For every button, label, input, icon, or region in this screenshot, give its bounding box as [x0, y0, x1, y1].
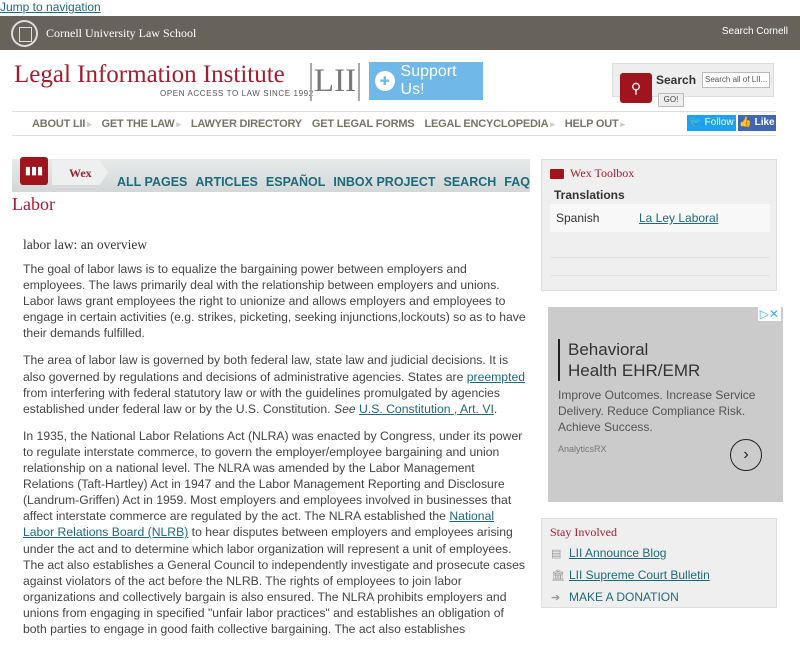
lii-logo[interactable]: Legal Information Institute [14, 61, 285, 88]
ad-headline: Behavioral [568, 340, 649, 359]
language-label: Spanish [556, 211, 600, 225]
main-nav [12, 111, 776, 136]
paragraph [23, 352, 528, 416]
nav-item[interactable] [191, 118, 302, 130]
nav-label: GET THE LAW [101, 117, 175, 130]
announce-blog-link[interactable]: LII Announce Blog [569, 546, 667, 560]
stay-involved-title: Stay Involved [550, 525, 617, 539]
cornell-seal-icon[interactable] [11, 20, 38, 47]
wex-nav-search[interactable]: SEARCH [443, 175, 497, 189]
ad-body: Improve Outcomes. Increase Service Delivery. Reduce Compliance Risk. Achieve Success. [558, 388, 756, 434]
caret-right-icon: ▸ [550, 118, 555, 129]
paragraph: The goal of labor laws is to equalize the bargaining power between employers and employees. The laws primarily deal with the relationship between employers and unions. Labor laws grant employees the right to unionize and allows employers and employees to engage in certain activities (e.g. strikes, picketing, seeking injunctions,lockouts) so as to have their demands fulfilled. [23, 262, 526, 341]
follow-label: Follow [704, 117, 734, 128]
search-cornell-link[interactable]: Search Cornell [721, 26, 788, 37]
wex-nav [117, 175, 530, 190]
text: In 1935, the National Labor Relations Act (NLRA) was enacted by Congress, under its power to regulate interstate commerce, to govern the employer/employee bargaining and union relationship on a national level. The NLRA was amended by the Labor Management Relations (Taft-Hartley) Act in 1947 and the Labor Management Reporting and Disclosure (Landrum-Griffen) Act in 1959. Most employers and employees involved in businesses that affect interstate commerce are regulated by the act. The NLRA established the [23, 428, 523, 524]
wex-nav-articles[interactable]: ARTICLES [195, 175, 258, 189]
cornell-banner [0, 16, 800, 50]
nav-label: LEGAL ENCYCLOPEDIA [424, 117, 549, 130]
nav-label: ABOUT LII [32, 117, 86, 130]
text: The area of labor law is governed by both federal law, state law and judicial decisions. It is also governed by regulations and decisions of administrative agencies. States are [23, 353, 509, 384]
books-icon[interactable]: ▮▮▮ [20, 157, 48, 185]
chevron-right-icon[interactable]: › [730, 439, 762, 471]
toolbox-title: Wex Toolbox [570, 166, 635, 180]
donation-link[interactable]: MAKE A DONATION [569, 590, 679, 604]
nav-item[interactable] [312, 118, 415, 130]
wex-nav-all-pages[interactable]: ALL PAGES [117, 175, 188, 189]
nav-item[interactable] [102, 118, 181, 130]
like-label: Like [754, 117, 775, 128]
divider [550, 258, 770, 276]
support-label: Support Us! [400, 63, 457, 98]
facebook-like-button[interactable]: 👍 Like [738, 115, 776, 131]
cornell-law-link[interactable]: Cornell University Law School [46, 26, 197, 40]
text: from interfering with federal statutory law or with the guidelines promulgated by agencies established under federal law or by the U.S. Constitution. [23, 385, 500, 416]
go-button[interactable]: GO! [658, 93, 684, 107]
la-ley-laboral-link[interactable]: La Ley Laboral [639, 211, 719, 225]
wex-nav-inbox-project[interactable]: INBOX PROJECT [333, 175, 436, 189]
caret-right-icon: ▸ [87, 118, 92, 129]
twitter-follow-button[interactable]: 🐦 Follow [687, 115, 736, 131]
search-icon[interactable]: ⚲ [620, 73, 652, 103]
tagline: OPEN ACCESS TO LAW SINCE 1992 [160, 89, 314, 98]
support-us-button[interactable] [369, 62, 483, 100]
wex-toolbox [541, 159, 777, 291]
nav-label: GET LEGAL FORMS [311, 117, 415, 130]
search-input[interactable]: Search all of LII... [702, 72, 770, 88]
nav-item[interactable] [424, 118, 554, 130]
caret-right-icon: ▸ [176, 118, 181, 129]
chat-icon: ▤ [551, 547, 562, 560]
translation-row [550, 204, 770, 232]
ad-choices-close-icon[interactable]: ▷✕ [759, 307, 779, 321]
supreme-court-bulletin-link[interactable]: LII Supreme Court Bulletin [569, 568, 710, 582]
translations-heading: Translations [554, 188, 625, 202]
courthouse-icon: 🏛 [551, 569, 565, 582]
paragraph [23, 428, 528, 637]
wex-label[interactable]: Wex [69, 166, 92, 180]
text: to hear disputes between employers and employees arising under the act and to determine which labor organization will represent a unit of employees. The act also establishes a General Council to independently investigate and prosecute cases against violators of the act before the NLRB. The rights of employees to join labor organizations and collectively bargain is also ensured. The NLRA prohibits employers and unions from engaging in specified "unfair labor practices" and establishes an obligation of both parties to engage in good faith collective bargaining. The act also establishes [23, 525, 526, 636]
wex-nav-espanol[interactable]: ESPAÑOL [265, 175, 326, 189]
page-title: Labor [12, 194, 55, 214]
nav-label: LAWYER DIRECTORY [190, 117, 302, 130]
advertisement[interactable] [548, 307, 783, 502]
gift-icon: ✚ [375, 71, 395, 91]
text: . [493, 401, 498, 416]
article-body [23, 261, 528, 648]
ad-advertiser: AnalyticsRX [558, 444, 607, 454]
search-label: Search [656, 73, 697, 87]
jump-to-navigation-link[interactable]: Jump to navigation [0, 0, 101, 14]
preempted-link[interactable]: preempted [466, 369, 526, 384]
divider [550, 240, 770, 258]
ad-headline: Health EHR/EMR [568, 361, 701, 380]
stay-involved [541, 518, 777, 608]
wex-nav-faq[interactable]: FAQ [504, 175, 530, 189]
toolbox-icon [550, 169, 564, 179]
constitution-link[interactable]: U.S. Constitution , Art. VI [359, 401, 494, 416]
nav-label: HELP OUT [564, 117, 619, 130]
arrow-circle-icon: ➔ [551, 591, 561, 604]
nav-item[interactable] [32, 118, 92, 130]
page-subtitle: labor law: an overview [23, 237, 148, 252]
lii-mark[interactable]: LII [310, 63, 360, 101]
nlrb-link[interactable]: National Labor Relations Board (NLRB) [23, 509, 495, 540]
nav-item[interactable] [565, 118, 625, 130]
see-text: See [333, 401, 356, 416]
caret-right-icon: ▸ [620, 118, 625, 129]
